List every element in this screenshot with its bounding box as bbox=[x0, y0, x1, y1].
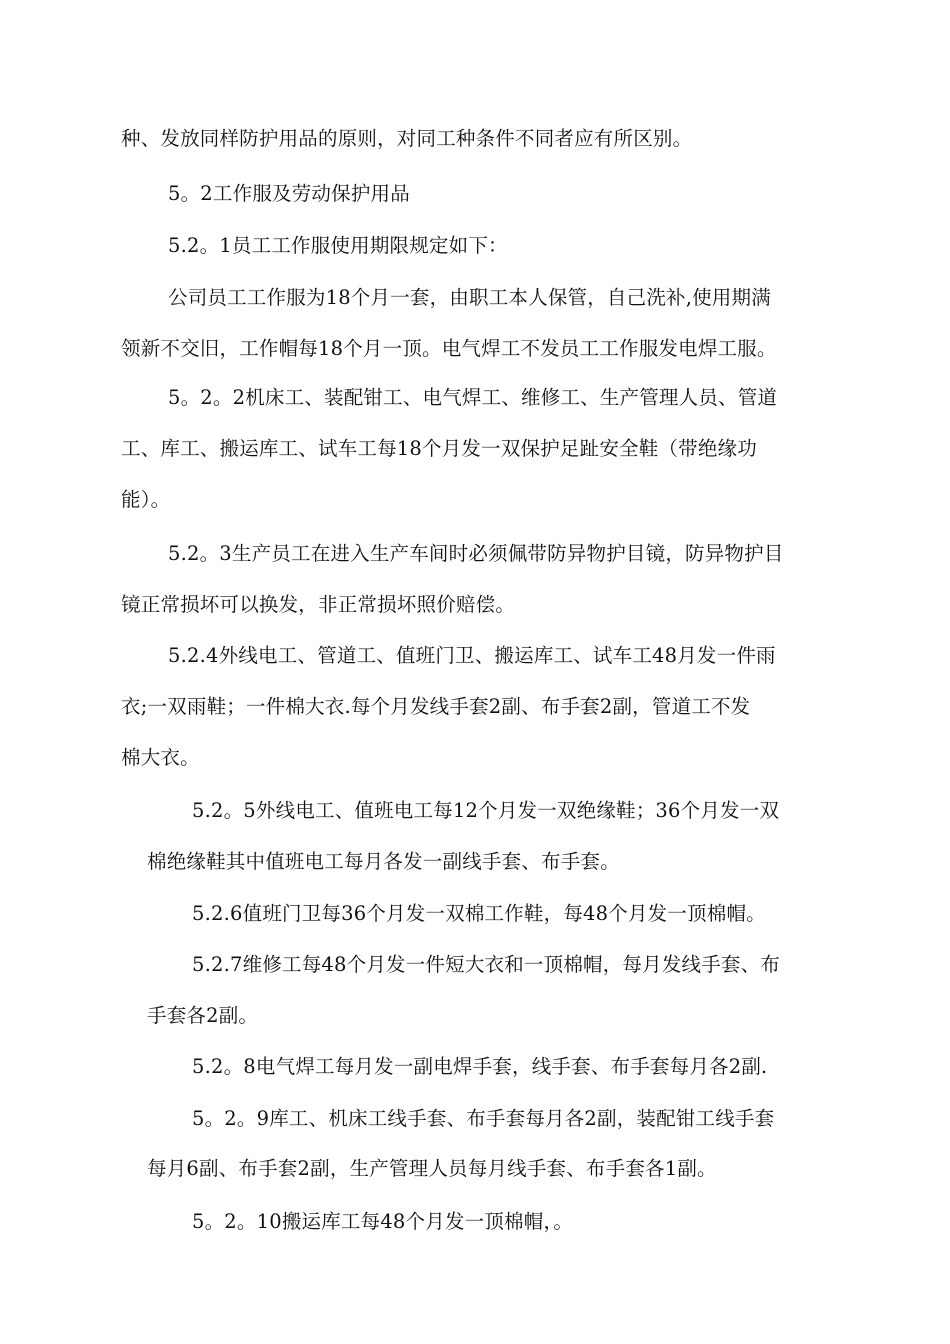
text-line: 5。2。9库工、机床工线手套、布手套每月各2副，装配钳工线手套 bbox=[192, 1107, 775, 1130]
text-line: 5.2。3生产员工在进入生产车间时必须佩带防异物护目镜，防异物护目 bbox=[168, 542, 784, 565]
text-line: 5.2。8电气焊工每月发一副电焊手套，线手套、布手套每月各2副. bbox=[192, 1055, 768, 1078]
text-line: 镜正常损坏可以换发，非正常损坏照价赔偿。 bbox=[121, 593, 516, 616]
text-line: 5。2。2机床工、装配钳工、电气焊工、维修工、生产管理人员、管道 bbox=[168, 386, 778, 409]
text-line: 每月6副、布手套2副，生产管理人员每月线手套、布手套各1副。 bbox=[147, 1157, 717, 1180]
text-line: 棉绝缘鞋其中值班电工每月各发一副线手套、布手套。 bbox=[147, 850, 620, 873]
text-line: 种、发放同样防护用品的原则，对同工种条件不同者应有所区别。 bbox=[121, 127, 693, 150]
text-line: 5.2.7维修工每48个月发一件短大衣和一顶棉帽，每月发线手套、布 bbox=[192, 953, 781, 976]
text-line: 领新不交旧，工作帽每18个月一顶。电气焊工不发员工工作服发电焊工服。 bbox=[121, 337, 777, 360]
text-line: 5.2。1员工工作服使用期限规定如下： bbox=[168, 234, 508, 257]
text-line: 5.2。5外线电工、值班电工每12个月发一双绝缘鞋；36个月发一双 bbox=[192, 799, 780, 822]
text-line: 公司员工工作服为18个月一套，由职工本人保管，自己洗补,使用期满 bbox=[168, 286, 771, 309]
text-line: 衣;一双雨鞋；一件棉大衣.每个月发线手套2副、布手套2副，管道工不发 bbox=[121, 695, 751, 718]
text-line: 手套各2副。 bbox=[147, 1004, 259, 1027]
section-heading: 5。2工作服及劳动保护用品 bbox=[168, 182, 410, 205]
text-line: 能）。 bbox=[121, 488, 171, 511]
text-line: 工、库工、搬运库工、试车工每18个月发一双保护足趾安全鞋（带绝缘功 bbox=[121, 437, 757, 460]
text-line: 棉大衣。 bbox=[121, 746, 200, 769]
text-line: 5.2.6值班门卫每36个月发一双棉工作鞋，每48个月发一顶棉帽。 bbox=[192, 902, 766, 925]
text-line: 5。2。10搬运库工每48个月发一顶棉帽，。 bbox=[192, 1210, 574, 1233]
text-line: 5.2.4外线电工、管道工、值班门卫、搬运库工、试车工48月发一件雨 bbox=[168, 644, 776, 667]
